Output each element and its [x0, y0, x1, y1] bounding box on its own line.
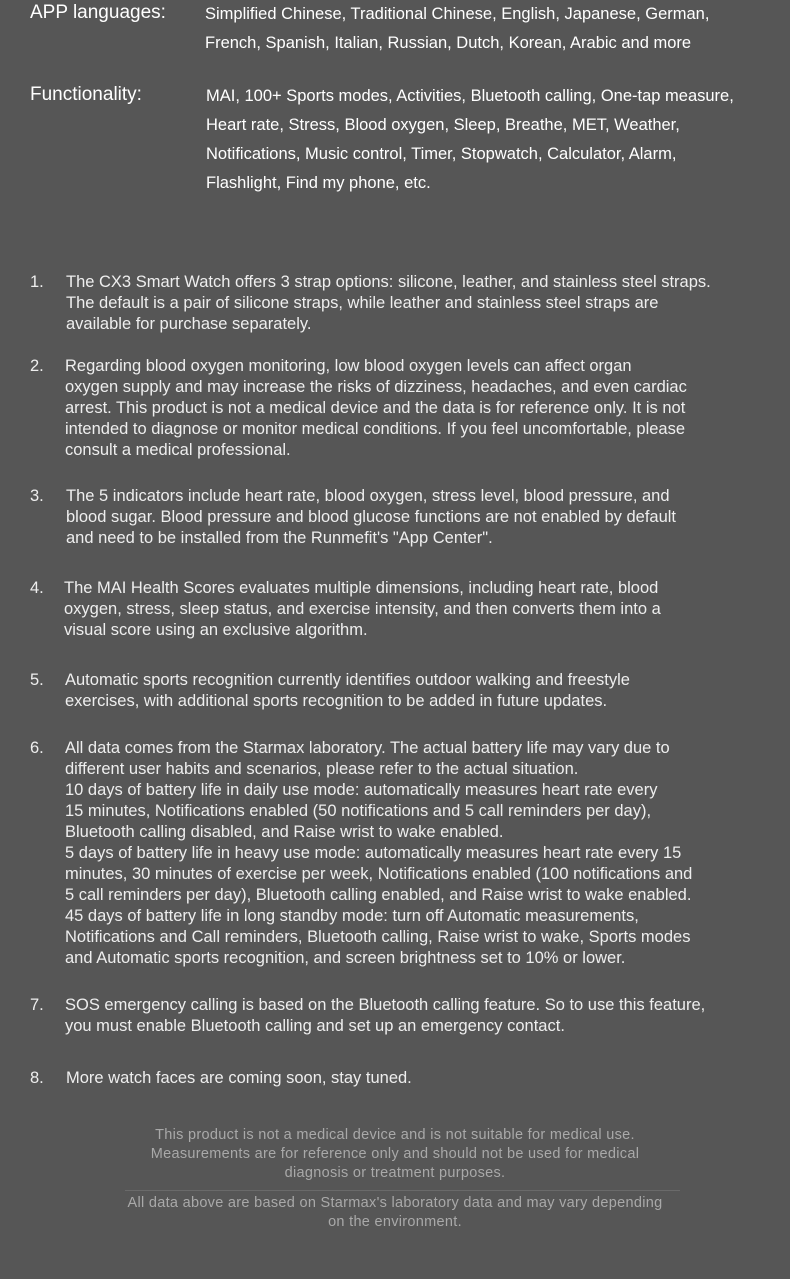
note-number: 5. [30, 671, 44, 689]
note-text: The 5 indicators include heart rate, blood oxygen, stress level, blood pressure, and blood sugar. Blood pressure and blood glucose functions are not enabled by default and need to be installed from the Runmefit's "App Center". [66, 487, 677, 547]
lab-data-disclaimer: All data above are based on Starmax's laboratory data and may vary depending on the environment. [127, 1195, 663, 1230]
note-number: 8. [30, 1069, 44, 1087]
spec-label-app-languages: APP languages: [30, 2, 166, 23]
note-text: Automatic sports recognition currently identifies outdoor walking and freestyle exercises, with additional sports recognition to be added in future updates. [65, 671, 630, 710]
note-number: 3. [30, 487, 44, 505]
spec-value-app-languages: Simplified Chinese, Traditional Chinese, English, Japanese, German, French, Spanish, Italian, Russian, Dutch, Korean, Arabic and more [205, 5, 710, 52]
note-text: The MAI Health Scores evaluates multiple dimensions, including heart rate, blood oxygen, stress, sleep status, and exercise intensity, and then converts them into a visual score using an exclusive algorithm. [64, 579, 661, 639]
note-number: 7. [30, 996, 44, 1014]
note-text: More watch faces are coming soon, stay tuned. [66, 1069, 412, 1087]
note-text: All data comes from the Starmax laboratory. The actual battery life may vary due to different user habits and scenarios, please refer to the actual situation. 10 days of battery life in daily use mode: automatically measures heart rate every 15 minutes, Notifications enabled (50 notifications and 5 call reminders per day), Bluetooth calling disabled, and Raise wrist to wake enabled. 5 days of battery life in heavy use mode: automatically measures heart rate every 15 minutes, 30 minutes of exercise per week, Notifications enabled (100 notifications and 5 call reminders per day), Bluetooth calling enabled, and Raise wrist to wake enabled. 45 days of battery life in long standby mode: turn off Automatic measurements, Notifications and Call reminders, Bluetooth calling, Raise wrist to wake, Sports modes and Automatic sports recognition, and screen brightness set to 10% or lower. [65, 739, 693, 967]
note-text: SOS emergency calling is based on the Bluetooth calling feature. So to use this feature, you must enable Bluetooth calling and set up an emergency contact. [65, 996, 706, 1035]
note-number: 4. [30, 579, 44, 597]
note-number: 2. [30, 357, 44, 375]
spec-value-functionality: MAI, 100+ Sports modes, Activities, Bluetooth calling, One-tap measure, Heart rate, Stress, Blood oxygen, Sleep, Breathe, MET, Weather, Notifications, Music control, Timer, Stopwatch, Calculator, Alarm, Flashlight, Find my phone, etc. [206, 87, 734, 192]
note-number: 1. [30, 273, 44, 291]
divider [125, 1190, 680, 1191]
note-text: Regarding blood oxygen monitoring, low blood oxygen levels can affect organ oxygen supply and may increase the risks of dizziness, headaches, and even cardiac arrest. This product is not a medical device and the data is for reference only. It is not intended to diagnose or monitor medical conditions. If you feel uncomfortable, please consult a medical professional. [65, 357, 687, 459]
note-text: The CX3 Smart Watch offers 3 strap options: silicone, leather, and stainless steel straps. The default is a pair of silicone straps, while leather and stainless steel straps are available for purchase separately. [66, 273, 711, 333]
note-number: 6. [30, 739, 44, 757]
medical-disclaimer: This product is not a medical device and is not suitable for medical use. Measurements are for reference only and should not be used for medical diagnosis or treatment purposes. [150, 1127, 640, 1181]
spec-label-functionality: Functionality: [30, 84, 142, 105]
